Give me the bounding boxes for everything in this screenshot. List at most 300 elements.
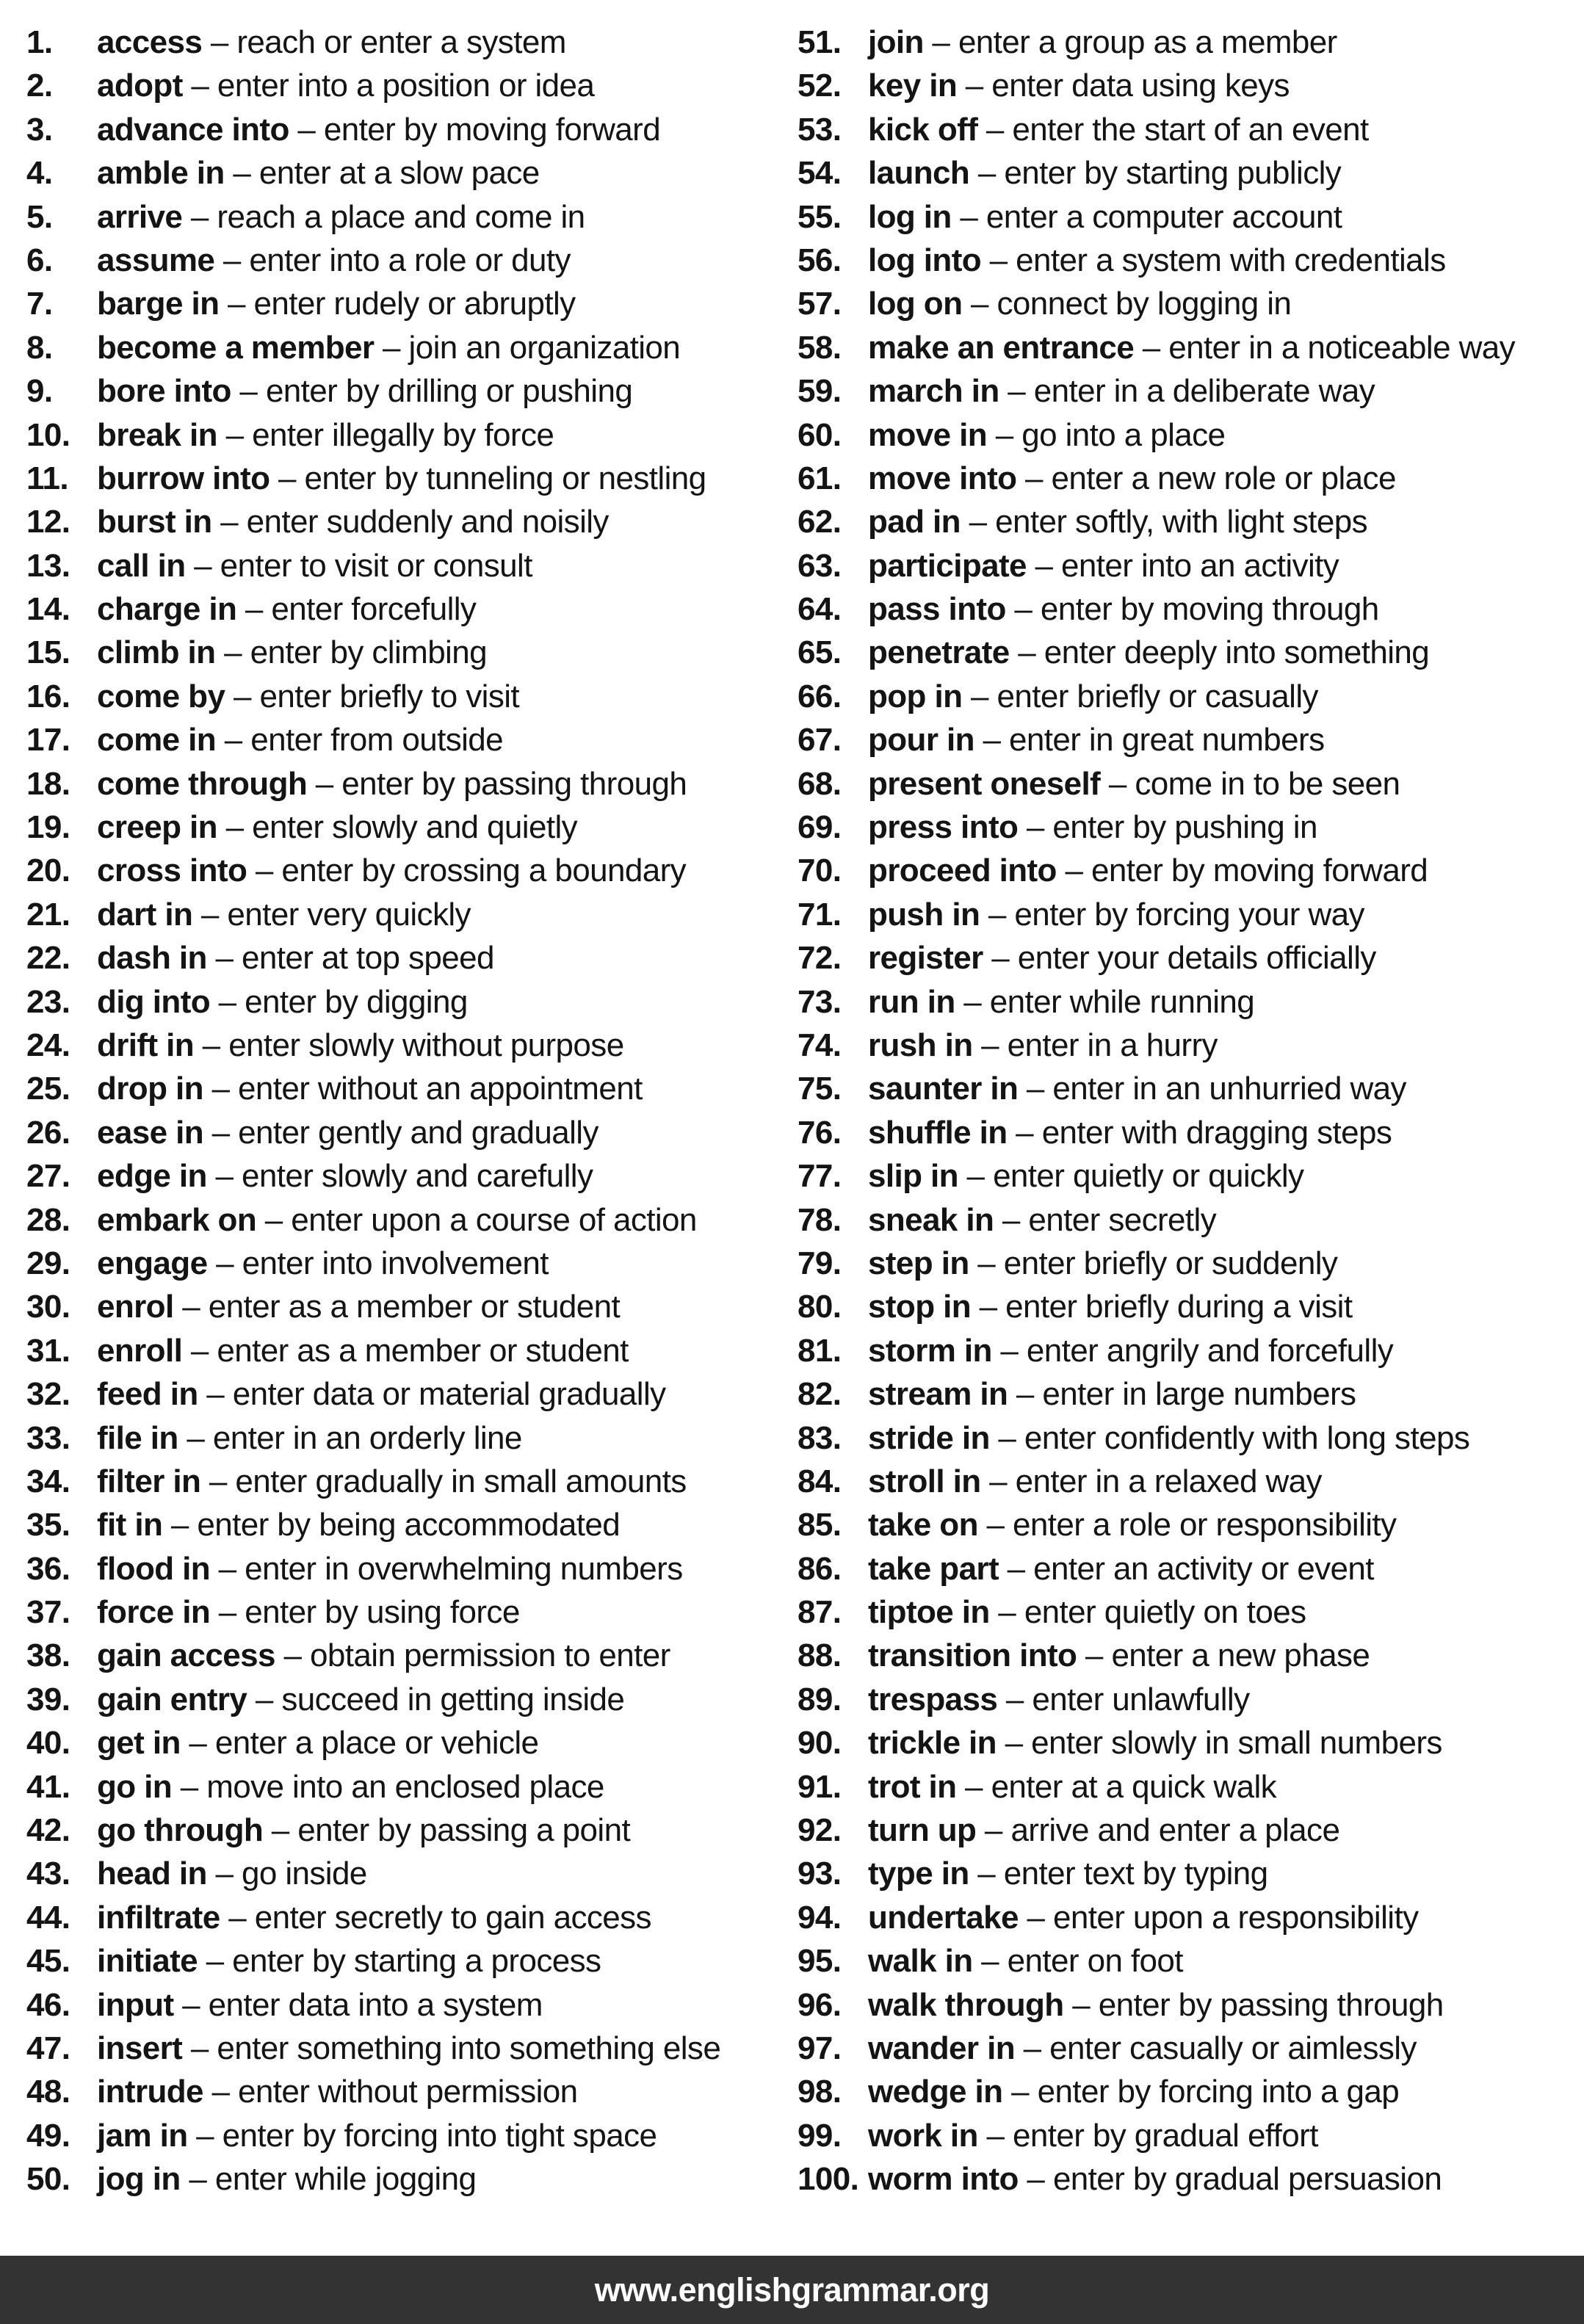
item-separator: – bbox=[969, 1856, 1004, 1892]
item-number: 18. bbox=[26, 765, 70, 802]
list-item bbox=[798, 1460, 1583, 1503]
item-number: 71. bbox=[798, 896, 842, 933]
item-separator: – bbox=[217, 416, 253, 453]
item-definition: enter illegally by force bbox=[252, 416, 554, 453]
item-separator: – bbox=[962, 678, 997, 714]
item-term: sneak in bbox=[868, 1201, 994, 1238]
item-definition: enter by passing through bbox=[341, 765, 687, 802]
item-term: engage bbox=[97, 1245, 208, 1281]
item-number: 16. bbox=[26, 678, 70, 714]
item-number: 14. bbox=[26, 591, 70, 628]
item-definition: enter in an orderly line bbox=[212, 1419, 522, 1456]
item-definition: enter forcefully bbox=[271, 591, 477, 628]
item-definition: enter briefly or casually bbox=[997, 678, 1318, 714]
item-term: work in bbox=[868, 2117, 978, 2154]
item-term: join bbox=[868, 24, 924, 60]
item-term: storm in bbox=[868, 1332, 992, 1369]
item-term: dig into bbox=[97, 983, 211, 1020]
item-number: 21. bbox=[26, 896, 70, 933]
list-item bbox=[26, 282, 792, 325]
item-separator: – bbox=[1016, 460, 1052, 496]
item-definition: enter on foot bbox=[1007, 1943, 1183, 1980]
item-separator: – bbox=[180, 2161, 215, 2198]
item-separator: – bbox=[1014, 2030, 1050, 2066]
item-term: drop in bbox=[97, 1071, 203, 1107]
item-definition: enter as a member or student bbox=[217, 1332, 629, 1369]
item-number: 61. bbox=[798, 460, 842, 496]
list-item bbox=[26, 2070, 792, 2113]
item-separator: – bbox=[206, 940, 242, 977]
item-separator: – bbox=[996, 1725, 1032, 1762]
item-definition: enter a computer account bbox=[986, 198, 1342, 235]
item-definition: enter briefly or suddenly bbox=[1003, 1245, 1338, 1281]
item-number: 70. bbox=[798, 853, 842, 889]
list-item bbox=[26, 151, 792, 195]
item-definition: enter a role or responsibility bbox=[1012, 1507, 1397, 1543]
item-number: 45. bbox=[26, 1943, 70, 1980]
item-term: pop in bbox=[868, 678, 963, 714]
item-separator: – bbox=[957, 68, 992, 104]
item-term: initiate bbox=[97, 1943, 198, 1980]
item-separator: – bbox=[1009, 634, 1044, 671]
item-separator: – bbox=[210, 983, 245, 1020]
item-definition: enter data into a system bbox=[208, 1986, 543, 2023]
item-number: 97. bbox=[798, 2030, 842, 2066]
item-term: key in bbox=[868, 68, 958, 104]
item-term: get in bbox=[97, 1725, 181, 1762]
item-term: arrive bbox=[97, 198, 183, 235]
list-item bbox=[798, 64, 1583, 107]
item-definition: enter casually or aimlessly bbox=[1049, 2030, 1417, 2066]
item-term: run in bbox=[868, 983, 955, 1020]
item-term: climb in bbox=[97, 634, 216, 671]
list-item bbox=[798, 457, 1583, 500]
item-separator: – bbox=[231, 373, 266, 410]
item-number: 68. bbox=[798, 765, 842, 802]
item-separator: – bbox=[980, 896, 1015, 933]
item-definition: enter upon a course of action bbox=[291, 1201, 697, 1238]
item-separator: – bbox=[270, 460, 305, 496]
list-item bbox=[26, 1111, 792, 1154]
item-definition: enter data using keys bbox=[991, 68, 1290, 104]
item-term: come through bbox=[97, 765, 308, 802]
item-number: 75. bbox=[798, 1071, 842, 1107]
list-item bbox=[26, 849, 792, 892]
item-definition: enter very quickly bbox=[227, 896, 471, 933]
list-item bbox=[798, 413, 1583, 457]
item-definition: enter into a position or idea bbox=[217, 68, 595, 104]
item-term: file in bbox=[97, 1419, 178, 1456]
item-number: 34. bbox=[26, 1463, 70, 1499]
item-number: 88. bbox=[798, 1637, 842, 1674]
item-term: jog in bbox=[97, 2161, 181, 2198]
item-separator: – bbox=[215, 634, 250, 671]
item-number: 35. bbox=[26, 1507, 70, 1543]
list-item bbox=[26, 1590, 792, 1634]
item-term: move in bbox=[868, 416, 988, 453]
list-item bbox=[26, 239, 792, 282]
item-separator: – bbox=[955, 983, 990, 1020]
list-item bbox=[26, 1503, 792, 1546]
list-item bbox=[26, 1285, 792, 1328]
item-term: come by bbox=[97, 678, 225, 714]
item-definition: enter angrily and forcefully bbox=[1026, 1332, 1394, 1369]
item-separator: – bbox=[217, 809, 253, 846]
item-separator: – bbox=[192, 896, 228, 933]
item-number: 94. bbox=[798, 1899, 842, 1936]
list-item bbox=[26, 631, 792, 674]
item-definition: enter while jogging bbox=[214, 2161, 477, 2198]
item-definition: enter softly, with light steps bbox=[995, 504, 1368, 540]
item-separator: – bbox=[956, 1768, 991, 1805]
item-number: 15. bbox=[26, 634, 70, 671]
item-definition: enter in large numbers bbox=[1042, 1376, 1356, 1413]
item-term: pad in bbox=[868, 504, 961, 540]
item-definition: enter at a slow pace bbox=[258, 155, 540, 192]
item-number: 82. bbox=[798, 1376, 842, 1413]
list-item bbox=[26, 1372, 792, 1416]
item-number: 5. bbox=[26, 198, 53, 235]
item-term: slip in bbox=[868, 1158, 958, 1195]
item-separator: – bbox=[185, 547, 220, 584]
list-item bbox=[798, 806, 1583, 849]
item-number: 98. bbox=[798, 2074, 842, 2110]
item-number: 49. bbox=[26, 2117, 70, 2154]
item-term: transition into bbox=[868, 1637, 1077, 1674]
item-number: 85. bbox=[798, 1507, 842, 1543]
item-term: break in bbox=[97, 416, 217, 453]
item-number: 23. bbox=[26, 983, 70, 1020]
item-separator: – bbox=[1018, 809, 1053, 846]
list-item bbox=[26, 980, 792, 1024]
item-number: 77. bbox=[798, 1158, 842, 1195]
list-item bbox=[798, 1983, 1583, 2027]
list-item bbox=[26, 413, 792, 457]
item-number: 24. bbox=[26, 1027, 70, 1063]
item-separator: – bbox=[225, 678, 260, 714]
item-term: register bbox=[868, 940, 983, 977]
item-definition: enter by tunneling or nestling bbox=[304, 460, 706, 496]
item-separator: – bbox=[987, 416, 1022, 453]
item-number: 7. bbox=[26, 286, 53, 322]
list-item bbox=[26, 1983, 792, 2027]
list-item bbox=[26, 936, 792, 980]
item-definition: enter as a member or student bbox=[208, 1289, 621, 1325]
item-definition: enter briefly during a visit bbox=[1005, 1289, 1353, 1325]
item-term: take on bbox=[868, 1507, 978, 1543]
item-number: 90. bbox=[798, 1725, 842, 1762]
item-definition: enter by starting a process bbox=[232, 1943, 601, 1980]
list-item bbox=[26, 806, 792, 849]
item-separator: – bbox=[247, 853, 282, 889]
list-item bbox=[798, 1939, 1583, 1983]
item-term: force in bbox=[97, 1594, 211, 1631]
list-item bbox=[26, 2114, 792, 2157]
item-separator: – bbox=[1018, 2161, 1053, 2198]
item-number: 80. bbox=[798, 1289, 842, 1325]
item-separator: – bbox=[256, 1201, 292, 1238]
item-definition: enter in a hurry bbox=[1007, 1027, 1218, 1063]
item-separator: – bbox=[275, 1637, 311, 1674]
item-number: 72. bbox=[798, 940, 842, 977]
item-number: 64. bbox=[798, 591, 842, 628]
item-definition: enter at top speed bbox=[241, 940, 494, 977]
item-number: 42. bbox=[26, 1812, 70, 1849]
item-term: insert bbox=[97, 2030, 183, 2066]
item-number: 38. bbox=[26, 1637, 70, 1674]
item-separator: – bbox=[263, 1812, 298, 1849]
item-number: 92. bbox=[798, 1812, 842, 1849]
item-definition: succeed in getting inside bbox=[281, 1681, 625, 1717]
item-separator: – bbox=[198, 1376, 233, 1413]
list-item bbox=[26, 369, 792, 413]
list-item bbox=[798, 718, 1583, 761]
item-separator: – bbox=[247, 1681, 282, 1717]
item-definition: enter quietly on toes bbox=[1024, 1594, 1306, 1631]
item-separator: – bbox=[200, 1463, 236, 1499]
item-term: stroll in bbox=[868, 1463, 981, 1499]
item-term: worm into bbox=[868, 2161, 1019, 2198]
item-definition: enter by forcing into tight space bbox=[222, 2117, 657, 2154]
item-definition: reach or enter a system bbox=[236, 24, 566, 60]
item-number: 4. bbox=[26, 155, 53, 192]
item-separator: – bbox=[194, 1027, 229, 1063]
item-term: amble in bbox=[97, 155, 225, 192]
list-item bbox=[26, 2157, 792, 2201]
item-term: move into bbox=[868, 460, 1017, 496]
item-definition: enter by passing through bbox=[1098, 1986, 1444, 2023]
list-item bbox=[798, 1154, 1583, 1198]
item-number: 86. bbox=[798, 1550, 842, 1587]
item-definition: reach a place and come in bbox=[217, 198, 585, 235]
item-separator: – bbox=[1007, 1114, 1042, 1151]
list-item bbox=[798, 1372, 1583, 1416]
item-term: embark on bbox=[97, 1201, 257, 1238]
item-definition: go into a place bbox=[1021, 416, 1226, 453]
item-term: type in bbox=[868, 1856, 969, 1892]
item-number: 17. bbox=[26, 722, 70, 759]
item-separator: – bbox=[997, 1681, 1033, 1717]
item-number: 9. bbox=[26, 373, 53, 410]
item-separator: – bbox=[977, 1507, 1013, 1543]
item-definition: enter briefly to visit bbox=[259, 678, 520, 714]
item-definition: enter by drilling or pushing bbox=[265, 373, 633, 410]
list-item bbox=[798, 1634, 1583, 1677]
item-number: 87. bbox=[798, 1594, 842, 1631]
item-definition: enter with dragging steps bbox=[1041, 1114, 1392, 1151]
item-number: 13. bbox=[26, 547, 70, 584]
item-term: access bbox=[97, 24, 203, 60]
item-term: dash in bbox=[97, 940, 207, 977]
item-number: 65. bbox=[798, 634, 842, 671]
item-definition: enter by starting publicly bbox=[1004, 155, 1342, 192]
item-number: 81. bbox=[798, 1332, 842, 1369]
item-separator: – bbox=[989, 1419, 1024, 1456]
list-item bbox=[26, 500, 792, 543]
item-term: pour in bbox=[868, 722, 974, 759]
item-definition: enter a group as a member bbox=[958, 24, 1337, 60]
item-term: log into bbox=[868, 242, 982, 278]
item-number: 84. bbox=[798, 1463, 842, 1499]
item-number: 56. bbox=[798, 242, 842, 278]
item-definition: enter unlawfully bbox=[1032, 1681, 1250, 1717]
item-definition: enter rudely or abruptly bbox=[253, 286, 576, 322]
list-item bbox=[798, 544, 1583, 587]
list-item bbox=[26, 195, 792, 239]
item-definition: join an organization bbox=[408, 329, 681, 366]
item-separator: – bbox=[178, 1419, 213, 1456]
list-item bbox=[798, 1242, 1583, 1285]
item-definition: enter the start of an event bbox=[1012, 111, 1369, 148]
item-number: 48. bbox=[26, 2074, 70, 2110]
item-separator: – bbox=[972, 1943, 1008, 1980]
item-term: turn up bbox=[868, 1812, 977, 1849]
item-term: cross into bbox=[97, 853, 247, 889]
list-item bbox=[798, 1809, 1583, 1852]
item-separator: – bbox=[981, 242, 1016, 278]
item-separator: – bbox=[991, 1332, 1027, 1369]
item-separator: – bbox=[210, 1594, 245, 1631]
item-definition: enter in a deliberate way bbox=[1033, 373, 1375, 410]
item-number: 22. bbox=[26, 940, 70, 977]
item-separator: – bbox=[977, 111, 1013, 148]
item-separator: – bbox=[216, 722, 251, 759]
item-number: 3. bbox=[26, 111, 53, 148]
item-separator: – bbox=[182, 68, 217, 104]
item-separator: – bbox=[994, 1201, 1029, 1238]
item-term: kick off bbox=[868, 111, 978, 148]
item-definition: enter without an appointment bbox=[238, 1071, 643, 1107]
item-term: gain access bbox=[97, 1637, 275, 1674]
item-term: fit in bbox=[97, 1507, 163, 1543]
item-definition: enter something into something else bbox=[217, 2030, 721, 2066]
item-separator: – bbox=[962, 286, 997, 322]
item-separator: – bbox=[219, 286, 254, 322]
item-separator: – bbox=[172, 1768, 207, 1805]
item-separator: – bbox=[173, 1986, 209, 2023]
item-term: drift in bbox=[97, 1027, 195, 1063]
item-definition: enter suddenly and noisily bbox=[246, 504, 609, 540]
item-definition: enter by crossing a boundary bbox=[281, 853, 687, 889]
list-item bbox=[26, 1896, 792, 1939]
item-number: 58. bbox=[798, 329, 842, 366]
list-item bbox=[798, 762, 1583, 806]
item-definition: enter by forcing into a gap bbox=[1037, 2074, 1400, 2110]
item-number: 36. bbox=[26, 1550, 70, 1587]
item-number: 59. bbox=[798, 373, 842, 410]
item-term: trespass bbox=[868, 1681, 998, 1717]
item-definition: enter deeply into something bbox=[1044, 634, 1430, 671]
item-number: 47. bbox=[26, 2030, 70, 2066]
list-item bbox=[798, 239, 1583, 282]
item-definition: enter by gradual persuasion bbox=[1052, 2161, 1442, 2198]
list-item bbox=[798, 587, 1583, 631]
item-definition: enter while running bbox=[989, 983, 1255, 1020]
word-list bbox=[0, 21, 1584, 2201]
list-item bbox=[798, 849, 1583, 892]
item-separator: – bbox=[374, 329, 409, 366]
item-definition: enter data or material gradually bbox=[232, 1376, 666, 1413]
list-item bbox=[26, 1024, 792, 1067]
list-item bbox=[798, 2027, 1583, 2070]
list-item bbox=[26, 1416, 792, 1460]
item-definition: arrive and enter a place bbox=[1010, 1812, 1340, 1849]
item-definition: enter a place or vehicle bbox=[214, 1725, 539, 1762]
list-item bbox=[798, 21, 1583, 64]
list-item bbox=[798, 1590, 1583, 1634]
item-separator: – bbox=[1018, 1071, 1053, 1107]
item-number: 41. bbox=[26, 1768, 70, 1805]
list-item bbox=[26, 64, 792, 107]
item-term: feed in bbox=[97, 1376, 198, 1413]
item-separator: – bbox=[187, 2117, 223, 2154]
item-separator: – bbox=[958, 1158, 994, 1195]
item-definition: enter in great numbers bbox=[1009, 722, 1325, 759]
item-separator: – bbox=[1008, 1376, 1043, 1413]
item-number: 26. bbox=[26, 1114, 70, 1151]
item-number: 91. bbox=[798, 1768, 842, 1805]
list-item bbox=[26, 587, 792, 631]
list-item bbox=[798, 1852, 1583, 1895]
item-number: 43. bbox=[26, 1856, 70, 1892]
list-item bbox=[26, 326, 792, 369]
item-separator: – bbox=[202, 24, 237, 60]
item-term: ease in bbox=[97, 1114, 204, 1151]
item-term: participate bbox=[868, 547, 1027, 584]
item-definition: enter by moving forward bbox=[1091, 853, 1428, 889]
item-number: 74. bbox=[798, 1027, 842, 1063]
item-number: 57. bbox=[798, 286, 842, 322]
item-term: wander in bbox=[868, 2030, 1015, 2066]
item-term: press into bbox=[868, 809, 1019, 846]
item-separator: – bbox=[289, 111, 324, 148]
item-term: barge in bbox=[97, 286, 220, 322]
item-separator: – bbox=[206, 1158, 242, 1195]
item-separator: – bbox=[1056, 853, 1091, 889]
item-term: launch bbox=[868, 155, 970, 192]
item-definition: enter by forcing your way bbox=[1014, 896, 1364, 933]
list-item bbox=[26, 675, 792, 718]
item-separator: – bbox=[976, 1812, 1011, 1849]
list-item bbox=[26, 1198, 792, 1242]
item-number: 50. bbox=[26, 2161, 70, 2198]
item-number: 27. bbox=[26, 1158, 70, 1195]
item-term: trickle in bbox=[868, 1725, 997, 1762]
item-term: go through bbox=[97, 1812, 264, 1849]
item-definition: enter an activity or event bbox=[1033, 1550, 1374, 1587]
item-definition: enter into an activity bbox=[1061, 547, 1339, 584]
item-definition: enter at a quick walk bbox=[991, 1768, 1277, 1805]
item-term: charge in bbox=[97, 591, 237, 628]
item-term: log on bbox=[868, 286, 963, 322]
item-term: become a member bbox=[97, 329, 375, 366]
item-term: rush in bbox=[868, 1027, 973, 1063]
item-term: log in bbox=[868, 198, 952, 235]
item-number: 37. bbox=[26, 1594, 70, 1631]
item-separator: – bbox=[203, 1114, 239, 1151]
list-item bbox=[798, 1329, 1583, 1372]
item-definition: enter gradually in small amounts bbox=[235, 1463, 687, 1499]
item-number: 76. bbox=[798, 1114, 842, 1151]
item-term: take part bbox=[868, 1550, 999, 1587]
item-definition: enter a system with credentials bbox=[1016, 242, 1446, 278]
item-term: gain entry bbox=[97, 1681, 247, 1717]
item-number: 28. bbox=[26, 1201, 70, 1238]
item-number: 2. bbox=[26, 68, 53, 104]
item-term: call in bbox=[97, 547, 186, 584]
item-separator: – bbox=[923, 24, 958, 60]
item-separator: – bbox=[182, 1332, 217, 1369]
